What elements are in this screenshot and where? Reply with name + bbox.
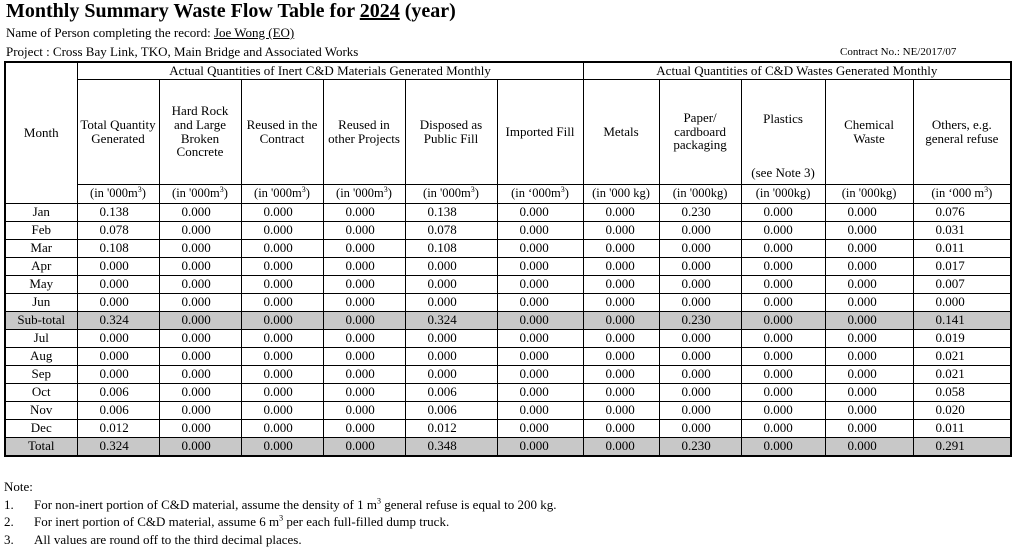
month-cell: Jan [5,203,77,221]
value-cell: 0.000 [659,275,741,293]
table-row [5,257,1011,275]
value-cell: 0.000 [741,437,825,456]
value-cell: 0.006 [405,383,497,401]
value-cell: 0.000 [497,437,583,456]
value-cell: 0.000 [241,293,323,311]
month-cell: Mar [5,239,77,257]
value-cell: 0.000 [323,437,405,456]
table-row [5,275,1011,293]
value-cell: 0.006 [77,401,159,419]
unit-others: (in ‘000 $m^3$) [913,184,1011,203]
unit-metals: (in '000 kg) [583,184,659,203]
month-cell: Dec [5,419,77,437]
table-body [5,203,1011,456]
value-cell: 0.011 [913,419,1011,437]
value-cell: 0.000 [497,203,583,221]
value-cell: 0.000 [497,239,583,257]
value-cell: 0.078 [77,221,159,239]
value-cell: 0.138 [77,203,159,221]
value-cell: 0.000 [241,347,323,365]
value-cell: 0.000 [825,365,913,383]
value-cell: 0.000 [825,347,913,365]
value-cell: 0.000 [497,311,583,329]
value-cell: 0.012 [405,419,497,437]
note-item: 1. For non-inert portion of C&D material, assume the density of 1 $m^3$ general refuse is equal to 200 kg. [4,496,557,512]
header-chemical: Chemical Waste [825,79,913,184]
value-cell: 0.000 [159,347,241,365]
value-cell: 0.000 [583,221,659,239]
value-cell: 0.000 [913,293,1011,311]
value-cell: 0.000 [659,347,741,365]
value-cell: 0.000 [241,383,323,401]
value-cell: 0.007 [913,275,1011,293]
value-cell: 0.000 [323,257,405,275]
value-cell: 0.230 [659,311,741,329]
value-cell: 0.000 [741,329,825,347]
value-cell: 0.000 [741,203,825,221]
value-cell: 0.000 [583,293,659,311]
contract-number: Contract No.: NE/2017/07 [840,46,957,58]
value-cell: 0.000 [825,311,913,329]
value-cell: 0.058 [913,383,1011,401]
unit-chemical: (in '000kg) [825,184,913,203]
table-row [5,347,1011,365]
value-cell: 0.000 [323,239,405,257]
value-cell: 0.000 [323,383,405,401]
value-cell: 0.000 [323,419,405,437]
month-cell: Sep [5,365,77,383]
unit-paper: (in '000kg) [659,184,741,203]
value-cell: 0.000 [825,221,913,239]
value-cell: 0.000 [741,221,825,239]
value-cell: 0.000 [77,347,159,365]
value-cell: 0.000 [825,203,913,221]
header-disposed: Disposed as Public Fill [405,79,497,184]
value-cell: 0.000 [825,401,913,419]
value-cell: 0.000 [497,365,583,383]
value-cell: 0.000 [159,221,241,239]
page-title: Monthly Summary Waste Flow Table for 2024 (year) [6,0,456,22]
value-cell: 0.000 [77,257,159,275]
value-cell: 0.000 [405,275,497,293]
table-row [5,419,1011,437]
value-cell: 0.000 [323,275,405,293]
value-cell: 0.006 [77,383,159,401]
note-item: 2. For inert portion of C&D material, assume 6 $m^3$ per each full-filled dump truck. [4,513,450,529]
group-wastes: Actual Quantities of C&D Wastes Generated Monthly [583,62,1011,79]
header-plastics-note: (see Note 3) [751,164,815,180]
value-cell: 0.000 [241,221,323,239]
header-hardrock: Hard Rock and Large Broken Concrete [159,79,241,184]
value-cell: 0.230 [659,437,741,456]
header-plastics [741,79,825,184]
value-cell: 0.000 [405,257,497,275]
value-cell: 0.000 [583,311,659,329]
value-cell: 0.138 [405,203,497,221]
value-cell: 0.000 [497,383,583,401]
value-cell: 0.000 [497,329,583,347]
value-cell: 0.000 [659,365,741,383]
value-cell: 0.000 [323,347,405,365]
value-cell: 0.324 [405,311,497,329]
value-cell: 0.000 [741,293,825,311]
value-cell: 0.000 [741,383,825,401]
table-row [5,293,1011,311]
value-cell: 0.291 [913,437,1011,456]
value-cell: 0.000 [583,401,659,419]
group-inert: Actual Quantities of Inert C&D Materials Generated Monthly [77,62,583,79]
header-others: Others, e.g. general refuse [913,79,1011,184]
value-cell: 0.000 [659,329,741,347]
value-cell: 0.000 [659,239,741,257]
value-cell: 0.000 [323,329,405,347]
month-cell: May [5,275,77,293]
value-cell: 0.000 [323,293,405,311]
month-cell: Nov [5,401,77,419]
value-cell: 0.000 [825,437,913,456]
table-row [5,239,1011,257]
value-cell: 0.019 [913,329,1011,347]
value-cell: 0.000 [77,293,159,311]
value-cell: 0.000 [241,203,323,221]
value-cell: 0.000 [497,347,583,365]
value-cell: 0.000 [741,239,825,257]
value-cell: 0.000 [825,257,913,275]
value-cell: 0.000 [741,419,825,437]
value-cell: 0.000 [583,239,659,257]
unit-plastics: (in '000kg) [741,184,825,203]
value-cell: 0.000 [741,347,825,365]
value-cell: 0.000 [497,221,583,239]
value-cell: 0.000 [241,275,323,293]
value-cell: 0.000 [497,293,583,311]
value-cell: 0.000 [741,275,825,293]
table-row [5,203,1011,221]
note-item: 3. All values are round off to the third decimal places. [4,531,302,547]
value-cell: 0.000 [241,401,323,419]
value-cell: 0.000 [241,365,323,383]
header-reused-other: Reused in other Projects [323,79,405,184]
project-line: Project : Cross Bay Link, TKO, Main Bridge and Associated Works [6,44,359,59]
value-cell: 0.000 [659,401,741,419]
table-row [5,401,1011,419]
table-row [5,365,1011,383]
value-cell: 0.000 [659,221,741,239]
value-cell: 0.000 [825,293,913,311]
value-cell: 0.000 [323,221,405,239]
month-cell: Total [5,437,77,456]
header-paper: Paper/ cardboard packaging [659,79,741,184]
value-cell: 0.000 [825,239,913,257]
value-cell: 0.348 [405,437,497,456]
value-cell: 0.000 [241,257,323,275]
value-cell: 0.000 [159,401,241,419]
unit-reused-contract: (in '$000m^3$) [241,184,323,203]
value-cell: 0.000 [497,275,583,293]
value-cell: 0.000 [583,347,659,365]
header-imported: Imported Fill [497,79,583,184]
value-cell: 0.000 [583,419,659,437]
value-cell: 0.000 [159,383,241,401]
header-total: Total Quantity Generated [77,79,159,184]
value-cell: 0.000 [159,293,241,311]
value-cell: 0.020 [913,401,1011,419]
value-cell: 0.000 [659,419,741,437]
table-row [5,383,1011,401]
month-cell: Sub-total [5,311,77,329]
value-cell: 0.230 [659,203,741,221]
value-cell: 0.076 [913,203,1011,221]
month-cell: Oct [5,383,77,401]
value-cell: 0.078 [405,221,497,239]
value-cell: 0.000 [241,419,323,437]
value-cell: 0.000 [583,383,659,401]
value-cell: 0.000 [659,383,741,401]
value-cell: 0.000 [825,419,913,437]
value-cell: 0.000 [825,275,913,293]
value-cell: 0.000 [405,329,497,347]
value-cell: 0.000 [159,257,241,275]
value-cell: 0.000 [77,275,159,293]
value-cell: 0.000 [583,275,659,293]
person-name: Joe Wong (EO) [213,25,295,40]
value-cell: 0.000 [497,401,583,419]
value-cell: 0.000 [159,275,241,293]
value-cell: 0.006 [405,401,497,419]
value-cell: 0.000 [159,203,241,221]
value-cell: 0.000 [825,383,913,401]
value-cell: 0.000 [659,293,741,311]
value-cell: 0.000 [159,437,241,456]
value-cell: 0.000 [741,365,825,383]
value-cell: 0.324 [77,311,159,329]
value-cell: 0.031 [913,221,1011,239]
value-cell: 0.000 [497,257,583,275]
report-year: 2024 [359,0,400,22]
header-month: Month [5,62,77,203]
unit-hardrock: (in '$000m^3$) [159,184,241,203]
value-cell: 0.000 [405,347,497,365]
value-cell: 0.108 [77,239,159,257]
value-cell: 0.000 [583,329,659,347]
value-cell: 0.000 [583,257,659,275]
value-cell: 0.000 [159,311,241,329]
value-cell: 0.000 [583,365,659,383]
month-cell: Aug [5,347,77,365]
value-cell: 0.011 [913,239,1011,257]
notes [4,478,556,548]
value-cell: 0.000 [323,401,405,419]
value-cell: 0.000 [159,419,241,437]
value-cell: 0.000 [741,401,825,419]
value-cell: 0.000 [159,239,241,257]
month-cell: Jul [5,329,77,347]
waste-flow-table [4,61,1012,457]
month-cell: Jun [5,293,77,311]
header-metals: Metals [583,79,659,184]
value-cell: 0.000 [323,203,405,221]
unit-disposed: (in '$000m^3$) [405,184,497,203]
value-cell: 0.012 [77,419,159,437]
value-cell: 0.000 [241,311,323,329]
value-cell: 0.021 [913,365,1011,383]
value-cell: 0.000 [825,329,913,347]
unit-reused-other: (in '$000m^3$) [323,184,405,203]
value-cell: 0.000 [405,293,497,311]
value-cell: 0.021 [913,347,1011,365]
value-cell: 0.000 [741,311,825,329]
notes-heading: Note: [4,479,33,494]
value-cell: 0.000 [583,437,659,456]
value-cell: 0.000 [741,257,825,275]
value-cell: 0.000 [159,365,241,383]
value-cell: 0.000 [159,329,241,347]
table-row [5,221,1011,239]
value-cell: 0.000 [323,311,405,329]
value-cell: 0.108 [405,239,497,257]
value-cell: 0.000 [241,329,323,347]
header-plastics-label: Plastics [763,110,803,126]
unit-imported: (in ‘$000m^3$) [497,184,583,203]
value-cell: 0.324 [77,437,159,456]
header-reused-contract: Reused in the Contract [241,79,323,184]
table-row [5,437,1011,456]
unit-total: (in '$000m^3$) [77,184,159,203]
month-cell: Feb [5,221,77,239]
value-cell: 0.017 [913,257,1011,275]
value-cell: 0.141 [913,311,1011,329]
table-row [5,329,1011,347]
value-cell: 0.000 [659,257,741,275]
value-cell: 0.000 [583,203,659,221]
value-cell: 0.000 [323,365,405,383]
value-cell: 0.000 [77,329,159,347]
value-cell: 0.000 [77,365,159,383]
table-row [5,311,1011,329]
value-cell: 0.000 [405,365,497,383]
value-cell: 0.000 [241,239,323,257]
person-line: Name of Person completing the record: Joe Wong (EO) [6,25,295,40]
value-cell: 0.000 [241,437,323,456]
month-cell: Apr [5,257,77,275]
value-cell: 0.000 [497,419,583,437]
